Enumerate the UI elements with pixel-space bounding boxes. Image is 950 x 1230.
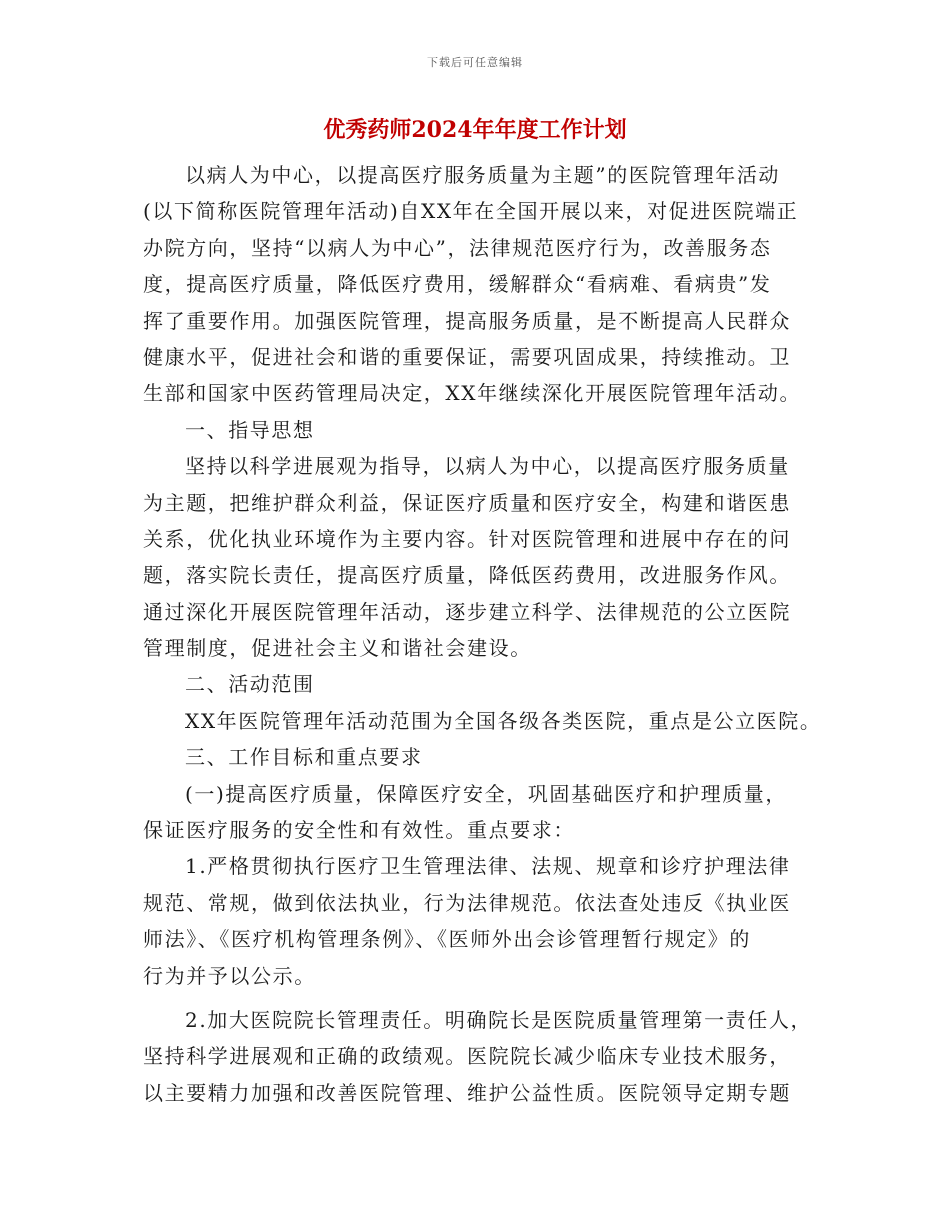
document-body xyxy=(143,157,823,1111)
text-line: 生部和国家中医药管理局决定，XX年继续深化开展医院管理年活动。 xyxy=(143,381,802,406)
section-heading: 二、活动范围 xyxy=(185,672,315,697)
text-line: 为主题，把维护群众利益，保证医疗质量和医疗安全，构建和谐医患 xyxy=(143,490,791,515)
text-line: 以病人为中心，以提高医疗服务质量为主题”的医院管理年活动 xyxy=(185,163,781,187)
paragraph-gap xyxy=(143,994,823,1002)
text-line: 办院方向，坚持“以病人为中心”，法律规范医疗行为，改善服务态 xyxy=(143,235,772,260)
text-line: 2.加大医院院长管理责任。明确院长是医院质量管理第一责任人， xyxy=(185,1007,813,1032)
text-line: 度，提高医疗质量，降低医疗费用，缓解群众“看病难、看病贵”发 xyxy=(143,272,772,297)
text-line: 题，落实院长责任，提高医疗质量，降低医药费用，改进服务作风。 xyxy=(143,563,791,588)
text-line: (一)提高医疗质量，保障医疗安全，巩固基础医疗和护理质量， xyxy=(185,781,788,806)
text-line: 行为并予以公示。 xyxy=(143,963,316,988)
text-line: 管理制度，促进社会主义和谐社会建设。 xyxy=(143,636,532,661)
text-line: (以下简称医院管理年活动)自XX年在全国开展以来，对促进医院端正 xyxy=(143,199,799,224)
text-line: 师法》、《医疗机构管理条例》、《医师外出会诊管理暂行规定》的 xyxy=(143,927,751,952)
text-line: XX年医院管理年活动范围为全国各级各类医院，重点是公立医院。 xyxy=(185,708,822,733)
text-line: 1.严格贯彻执行医疗卫生管理法律、法规、规章和诊疗护理法律 xyxy=(185,854,791,879)
section-heading: 一、指导思想 xyxy=(185,417,315,442)
text-line: 坚持以科学进展观为指导，以病人为中心，以提高医疗服务质量 xyxy=(185,454,790,479)
text-line: 通过深化开展医院管理年活动，逐步建立科学、法律规范的公立医院 xyxy=(143,599,791,624)
text-line: 健康水平，促进社会和谐的重要保证，需要巩固成果，持续推动。卫 xyxy=(143,344,791,369)
text-line: 以主要精力加强和改善医院管理、维护公益性质。医院领导定期专题 xyxy=(143,1080,791,1105)
text-line: 关系，优化执业环境作为主要内容。针对医院管理和进展中存在的问 xyxy=(143,526,791,551)
text-line: 挥了重要作用。加强医院管理，提高服务质量，是不断提高人民群众 xyxy=(143,308,791,333)
section-heading: 三、工作目标和重点要求 xyxy=(185,745,423,770)
header-note: 下载后可任意编辑 xyxy=(427,56,523,69)
text-line: 规范、常规，做到依法执业，行为法律规范。依法查处违反《执业医 xyxy=(143,890,791,915)
text-line: 坚持科学进展观和正确的政绩观。医院院长减少临床专业技术服务， xyxy=(143,1044,791,1069)
text-line: 保证医疗服务的安全性和有效性。重点要求： xyxy=(143,818,575,843)
document-title: 优秀药师2024年年度工作计划 xyxy=(323,117,627,143)
